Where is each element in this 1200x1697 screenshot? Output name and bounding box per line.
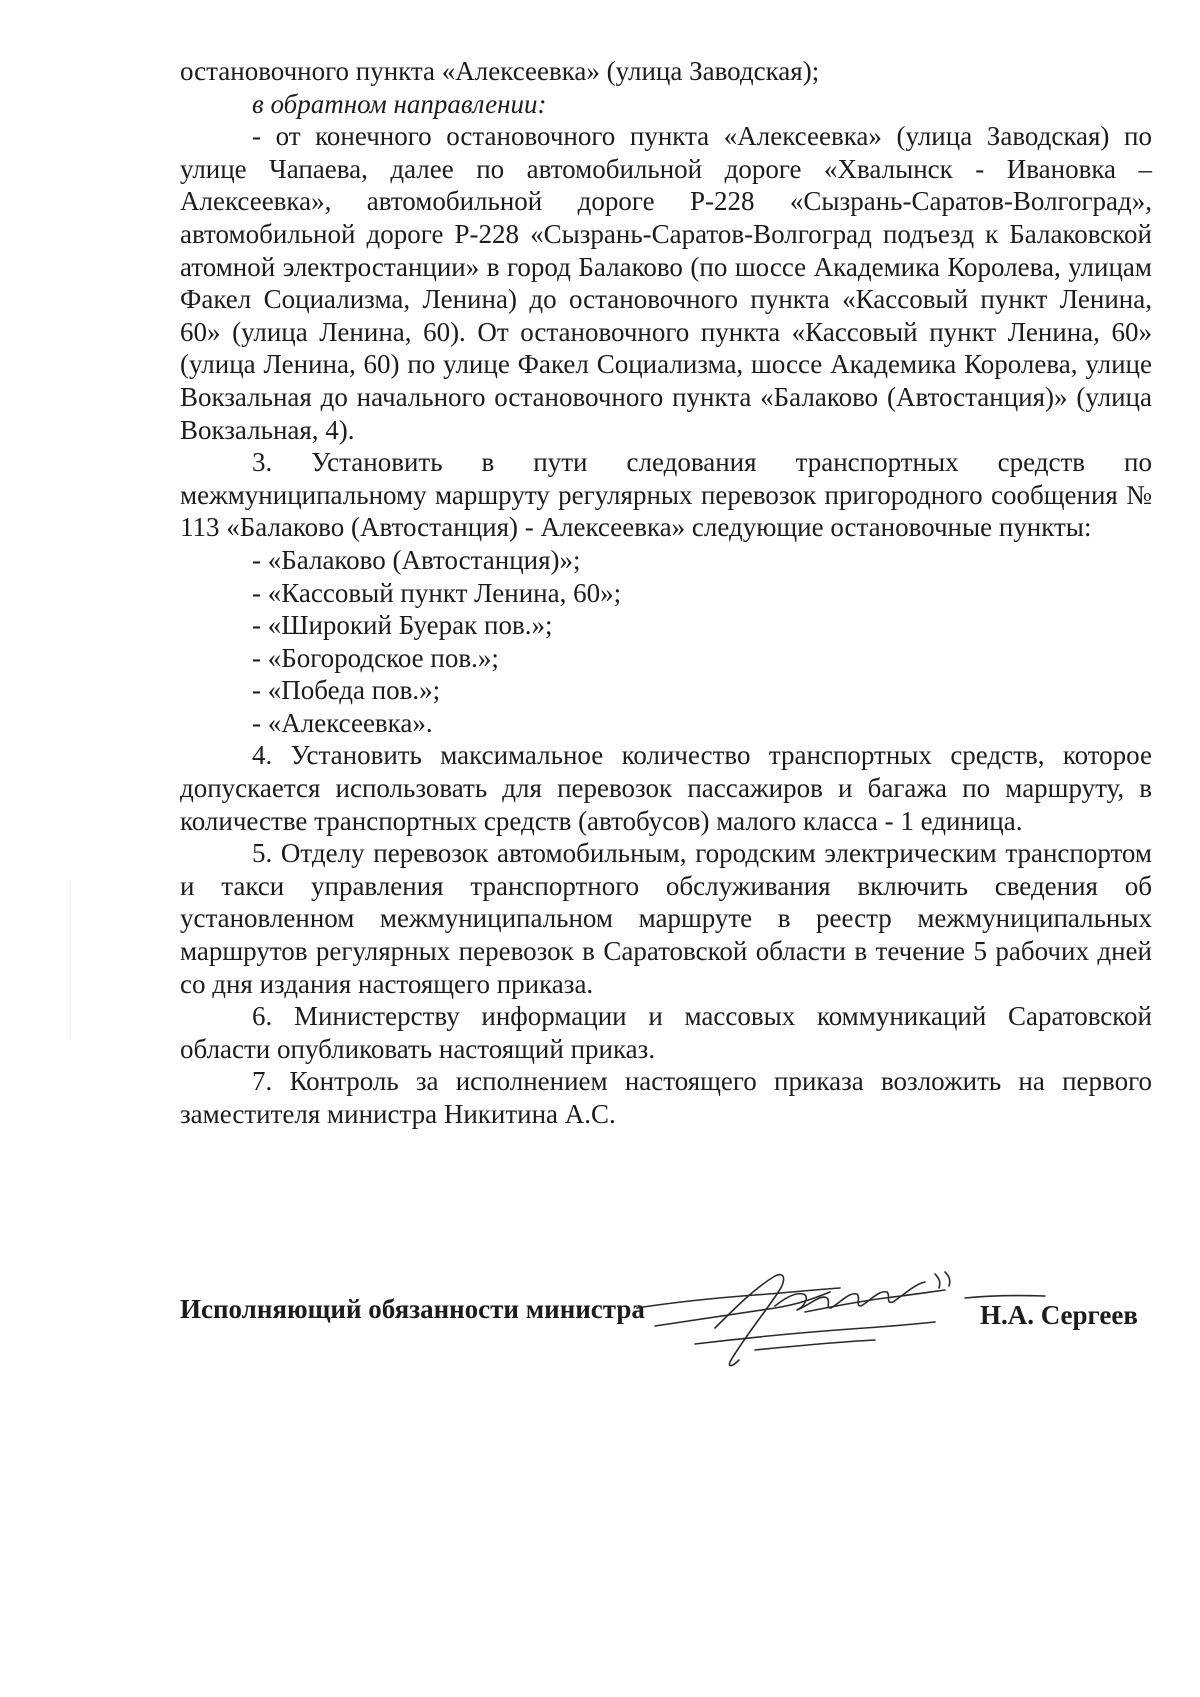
paragraph-item-7: 7. Контроль за исполнением настоящего приказа возложить на первого заместителя министра Никитина А.С.: [180, 1066, 1152, 1129]
stop-list-item: - «Балаково (Автостанция)»;: [252, 544, 581, 575]
signatory-name: Н.А. Сергеев: [979, 1300, 1138, 1330]
paragraph-reverse-route: - от конечного остановочного пункта «Алексеевка» (улица Заводская) по улице Чапаева, далее по автомобильной дороге «Хвалынск - Ивановка – Алексеевка», автомобильной дороге Р-228 «Сызрань-Саратов-Волгоград», автомобильной дороге Р-228 «Сызрань-Саратов-Волгоград подъезд к Балаковской атомной электростанции» в город Балаково (по шоссе Академика Королева, улицам Факел Социализма, Ленина) до остановочного пункта «Кассовый пункт Ленина, 60» (улица Ленина, 60). От остановочного пункта «Кассовый пункт Ленина, 60» (улица Ленина, 60) по улице Факел Социализма, шоссе Академика Королева, улице Вокзальная до начального остановочного пункта «Балаково (Автостанция)» (улица Вокзальная, 4).: [180, 121, 1152, 445]
stop-list-item: - «Победа пов.»;: [252, 675, 441, 706]
paragraph-item-5: 5. Отделу перевозок автомобильным, городским электрическим транспортом и такси управления транспортного обслуживания включить сведения об установленном межмуниципальном маршруте в реестр межмуниципальных маршрутов регулярных перевозок в Саратовской области в течение 5 рабочих дней со дня издания настоящего приказа.: [180, 838, 1152, 999]
paragraph-item-4: 4. Установить максимальное количество транспортных средств, которое допускается использовать для перевозок пассажиров и багажа по маршруту, в количестве транспортных средств (автобусов) малого класса - 1 единица.: [180, 740, 1152, 836]
paragraph-item-3: 3. Установить в пути следования транспортных средств по межмуниципальному маршруту регулярных перевозок пригородного сообщения № 113 «Балаково (Автостанция) - Алексеевка» следующие остановочные пункты:: [180, 447, 1152, 543]
stop-list-item: - «Богородское пов.»;: [252, 642, 499, 673]
stop-list-item: - «Широкий Буерак пов.»;: [252, 610, 553, 641]
stop-list-item: - «Кассовый пункт Ленина, 60»;: [252, 577, 622, 608]
paragraph-reverse-direction-heading: в обратном направлении:: [252, 88, 547, 119]
paragraph-route-end: остановочного пункта «Алексеевка» (улица Заводская);: [180, 56, 820, 86]
paragraph-item-6: 6. Министерству информации и массовых коммуникаций Саратовской области опубликовать настоящий приказ.: [180, 1001, 1152, 1064]
stop-list: [180, 544, 1152, 740]
signature-block: [180, 1286, 1152, 1366]
document-body: [180, 55, 1152, 1131]
stop-list-item: - «Алексеевка».: [252, 707, 433, 738]
scan-artifact: [70, 880, 71, 1040]
signatory-title: Исполняющий обязанности министра: [180, 1294, 645, 1324]
